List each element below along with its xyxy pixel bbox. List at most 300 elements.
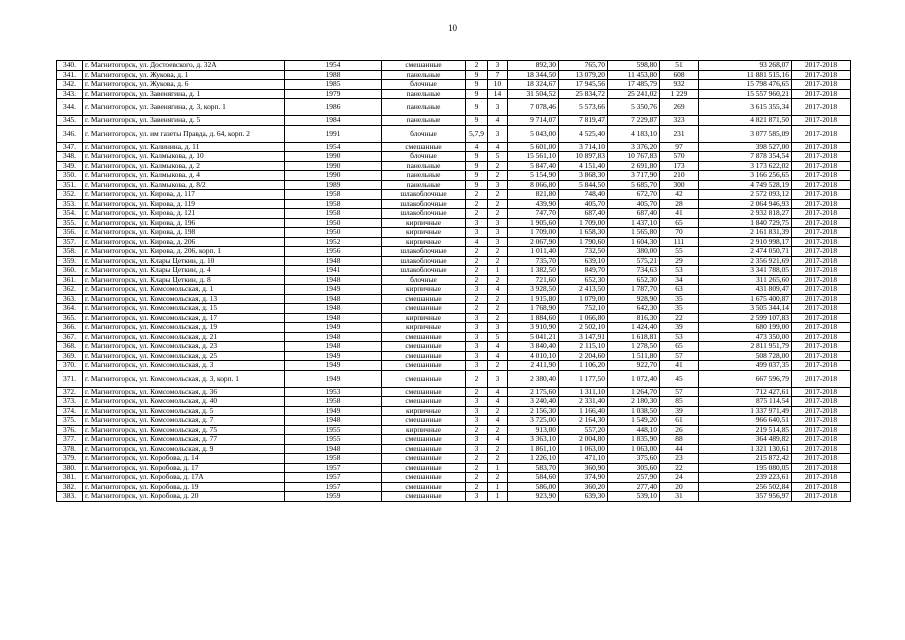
cell-wall-material: смешанные	[382, 361, 466, 371]
cell-entrances: 10	[488, 80, 508, 90]
cell-row-number: 348.	[57, 152, 83, 162]
cell-floors: 3	[466, 406, 488, 416]
cell-residents: 24	[660, 473, 699, 483]
table-row	[57, 247, 851, 257]
table-row	[57, 89, 851, 99]
cell-living-area: 752,10	[559, 304, 608, 314]
cell-build-year: 1954	[285, 142, 382, 152]
cell-row-number: 369.	[57, 351, 83, 361]
cell-entrances: 4	[488, 116, 508, 126]
cell-row-number: 380.	[57, 463, 83, 473]
cell-residential-area: 3 717,90	[608, 171, 660, 181]
table-row	[57, 199, 851, 209]
cell-wall-material: смешанные	[382, 435, 466, 445]
cell-repair-period: 2017-2018	[792, 237, 851, 247]
table-row	[57, 463, 851, 473]
table-row	[57, 425, 851, 435]
cell-floors: 2	[466, 247, 488, 257]
cell-total-area: 3 240,40	[508, 397, 559, 407]
cell-row-number: 344.	[57, 99, 83, 116]
cell-build-year: 1948	[285, 256, 382, 266]
cell-residential-area: 1 038,50	[608, 406, 660, 416]
cell-entrances: 4	[488, 142, 508, 152]
cell-build-year: 1949	[285, 361, 382, 371]
cell-total-area: 2 411,90	[508, 361, 559, 371]
cell-wall-material: смешанные	[382, 416, 466, 426]
cell-repair-cost: 7 878 354,54	[699, 152, 792, 162]
cell-repair-period: 2017-2018	[792, 180, 851, 190]
cell-build-year: 1949	[285, 406, 382, 416]
cell-living-area: 748,40	[559, 190, 608, 200]
cell-repair-cost: 712 427,61	[699, 387, 792, 397]
cell-repair-cost: 15 557 960,21	[699, 89, 792, 99]
cell-repair-cost: 3 341 788,05	[699, 266, 792, 276]
table-row	[57, 70, 851, 80]
cell-total-area: 1 011,40	[508, 247, 559, 257]
cell-residential-area: 1 835,90	[608, 435, 660, 445]
cell-repair-cost: 215 872,42	[699, 454, 792, 464]
cell-repair-cost: 219 514,85	[699, 425, 792, 435]
cell-total-area: 18 324,67	[508, 80, 559, 90]
cell-floors: 2	[466, 304, 488, 314]
cell-residential-area: 2 691,80	[608, 161, 660, 171]
cell-repair-period: 2017-2018	[792, 285, 851, 295]
cell-repair-cost: 473 350,00	[699, 332, 792, 342]
cell-living-area: 1 311,10	[559, 387, 608, 397]
cell-entrances: 5	[488, 332, 508, 342]
cell-entrances: 1	[488, 266, 508, 276]
table-row	[57, 142, 851, 152]
cell-wall-material: смешанные	[382, 492, 466, 502]
cell-residents: 53	[660, 332, 699, 342]
cell-wall-material: шлакоблочные	[382, 247, 466, 257]
cell-build-year: 1941	[285, 266, 382, 276]
cell-repair-cost: 3 505 344,14	[699, 304, 792, 314]
cell-row-number: 340.	[57, 61, 83, 71]
cell-living-area: 3 714,10	[559, 142, 608, 152]
cell-floors: 9	[466, 161, 488, 171]
cell-wall-material: смешанные	[382, 387, 466, 397]
cell-repair-period: 2017-2018	[792, 294, 851, 304]
cell-residential-area: 7 229,87	[608, 116, 660, 126]
cell-residents: 65	[660, 218, 699, 228]
cell-row-number: 358.	[57, 247, 83, 257]
cell-residential-area: 1 072,40	[608, 370, 660, 387]
cell-build-year: 1956	[285, 247, 382, 257]
cell-floors: 2	[466, 387, 488, 397]
cell-repair-cost: 4 821 871,50	[699, 116, 792, 126]
cell-living-area: 360,20	[559, 482, 608, 492]
cell-address: г. Магнитогорск, ул. Комсомольская, д. 9	[83, 444, 285, 454]
cell-living-area: 2 331,40	[559, 397, 608, 407]
cell-row-number: 379.	[57, 454, 83, 464]
cell-wall-material: блочные	[382, 152, 466, 162]
cell-living-area: 1 658,30	[559, 228, 608, 238]
cell-entrances: 3	[488, 99, 508, 116]
cell-row-number: 350.	[57, 171, 83, 181]
cell-residents: 65	[660, 342, 699, 352]
cell-repair-period: 2017-2018	[792, 228, 851, 238]
cell-floors: 2	[466, 370, 488, 387]
cell-residents: 39	[660, 406, 699, 416]
cell-row-number: 364.	[57, 304, 83, 314]
cell-build-year: 1957	[285, 482, 382, 492]
cell-repair-cost: 1 321 130,61	[699, 444, 792, 454]
cell-repair-period: 2017-2018	[792, 492, 851, 502]
table-body	[57, 61, 851, 502]
cell-repair-period: 2017-2018	[792, 61, 851, 71]
cell-residents: 41	[660, 209, 699, 219]
cell-row-number: 347.	[57, 142, 83, 152]
cell-entrances: 3	[488, 228, 508, 238]
cell-address: г. Магнитогорск, ул. Достоевского, д. 32А	[83, 61, 285, 71]
cell-address: г. Магнитогорск, ул. Комсомольская, д. 21	[83, 332, 285, 342]
cell-repair-cost: 364 489,82	[699, 435, 792, 445]
cell-residents: 210	[660, 171, 699, 181]
cell-entrances: 1	[488, 463, 508, 473]
cell-wall-material: кирпичные	[382, 285, 466, 295]
cell-repair-period: 2017-2018	[792, 425, 851, 435]
cell-entrances: 2	[488, 313, 508, 323]
cell-floors: 3	[466, 351, 488, 361]
table-row	[57, 332, 851, 342]
cell-total-area: 923,90	[508, 492, 559, 502]
cell-living-area: 25 834,72	[559, 89, 608, 99]
cell-row-number: 372.	[57, 387, 83, 397]
cell-wall-material: кирпичные	[382, 425, 466, 435]
cell-living-area: 10 897,83	[559, 152, 608, 162]
cell-floors: 2	[466, 199, 488, 209]
cell-wall-material: смешанные	[382, 397, 466, 407]
cell-repair-cost: 357 956,97	[699, 492, 792, 502]
cell-build-year: 1988	[285, 70, 382, 80]
cell-total-area: 721,60	[508, 275, 559, 285]
cell-build-year: 1985	[285, 80, 382, 90]
cell-floors: 9	[466, 152, 488, 162]
cell-repair-cost: 2 474 050,71	[699, 247, 792, 257]
cell-residential-area: 1 604,30	[608, 237, 660, 247]
cell-repair-cost: 1 840 729,75	[699, 218, 792, 228]
cell-row-number: 382.	[57, 482, 83, 492]
cell-repair-period: 2017-2018	[792, 370, 851, 387]
cell-address: г. Магнитогорск, ул. Кирова, д. 196	[83, 218, 285, 228]
cell-repair-period: 2017-2018	[792, 125, 851, 142]
cell-living-area: 3 147,91	[559, 332, 608, 342]
cell-repair-period: 2017-2018	[792, 171, 851, 181]
cell-floors: 2	[466, 454, 488, 464]
cell-floors: 2	[466, 473, 488, 483]
cell-residential-area: 3 376,20	[608, 142, 660, 152]
cell-total-area: 1 226,10	[508, 454, 559, 464]
table-row	[57, 294, 851, 304]
cell-total-area: 913,00	[508, 425, 559, 435]
table-row	[57, 190, 851, 200]
cell-build-year: 1958	[285, 397, 382, 407]
cell-address: г. Магнитогорск, ул. Жукова, д. 1	[83, 70, 285, 80]
cell-floors: 9	[466, 80, 488, 90]
cell-row-number: 345.	[57, 116, 83, 126]
cell-floors: 2	[466, 463, 488, 473]
cell-entrances: 2	[488, 473, 508, 483]
cell-residents: 26	[660, 425, 699, 435]
cell-row-number: 357.	[57, 237, 83, 247]
cell-address: г. Магнитогорск, ул. Комсомольская, д. 13	[83, 294, 285, 304]
cell-repair-cost: 431 809,47	[699, 285, 792, 295]
cell-living-area: 639,30	[559, 492, 608, 502]
cell-address: г. Магнитогорск, ул. Клары Цеткин, д. 4	[83, 266, 285, 276]
cell-repair-cost: 2 811 951,79	[699, 342, 792, 352]
cell-repair-period: 2017-2018	[792, 199, 851, 209]
cell-repair-period: 2017-2018	[792, 152, 851, 162]
cell-floors: 3	[466, 492, 488, 502]
cell-repair-period: 2017-2018	[792, 247, 851, 257]
cell-repair-period: 2017-2018	[792, 454, 851, 464]
cell-total-area: 5 043,00	[508, 125, 559, 142]
cell-row-number: 375.	[57, 416, 83, 426]
cell-residential-area: 380,00	[608, 247, 660, 257]
cell-repair-period: 2017-2018	[792, 416, 851, 426]
cell-floors: 3	[466, 218, 488, 228]
cell-entrances: 2	[488, 454, 508, 464]
cell-address: г. Магнитогорск, ул. Завенягина, д. 5	[83, 116, 285, 126]
table-row	[57, 313, 851, 323]
cell-repair-period: 2017-2018	[792, 323, 851, 333]
cell-total-area: 735,70	[508, 256, 559, 266]
table-row	[57, 125, 851, 142]
cell-residents: 932	[660, 80, 699, 90]
cell-total-area: 1 709,00	[508, 228, 559, 238]
cell-build-year: 1958	[285, 209, 382, 219]
cell-residential-area: 734,63	[608, 266, 660, 276]
cell-build-year: 1948	[285, 304, 382, 314]
cell-floors: 9	[466, 89, 488, 99]
table-row	[57, 275, 851, 285]
cell-residential-area: 375,60	[608, 454, 660, 464]
cell-wall-material: шлакоблочные	[382, 190, 466, 200]
cell-repair-period: 2017-2018	[792, 304, 851, 314]
cell-wall-material: кирпичные	[382, 323, 466, 333]
cell-entrances: 2	[488, 406, 508, 416]
cell-residential-area: 17 485,79	[608, 80, 660, 90]
cell-wall-material: смешанные	[382, 351, 466, 361]
cell-total-area: 2 175,60	[508, 387, 559, 397]
cell-build-year: 1953	[285, 387, 382, 397]
cell-wall-material: кирпичные	[382, 228, 466, 238]
cell-total-area: 1 915,80	[508, 294, 559, 304]
cell-wall-material: панельные	[382, 70, 466, 80]
table-row	[57, 171, 851, 181]
cell-floors: 3	[466, 342, 488, 352]
table-row	[57, 435, 851, 445]
cell-wall-material: блочные	[382, 275, 466, 285]
cell-address: г. Магнитогорск, ул. Калмыкова, д. 2	[83, 161, 285, 171]
cell-entrances: 1	[488, 482, 508, 492]
cell-living-area: 2 502,10	[559, 323, 608, 333]
cell-total-area: 5 601,00	[508, 142, 559, 152]
cell-address: г. Магнитогорск, ул. Комсомольская, д. 15	[83, 304, 285, 314]
cell-residents: 35	[660, 304, 699, 314]
cell-repair-period: 2017-2018	[792, 209, 851, 219]
cell-repair-period: 2017-2018	[792, 313, 851, 323]
cell-floors: 3	[466, 397, 488, 407]
cell-address: г. Магнитогорск, ул. им газеты Правда, д. 64, корп. 2	[83, 125, 285, 142]
cell-residents: 323	[660, 116, 699, 126]
table-row	[57, 387, 851, 397]
cell-total-area: 892,30	[508, 61, 559, 71]
cell-total-area: 3 840,40	[508, 342, 559, 352]
cell-address: г. Магнитогорск, ул. Коробова, д. 17	[83, 463, 285, 473]
cell-total-area: 5 847,40	[508, 161, 559, 171]
cell-entrances: 2	[488, 171, 508, 181]
cell-build-year: 1990	[285, 171, 382, 181]
cell-residents: 35	[660, 294, 699, 304]
cell-row-number: 356.	[57, 228, 83, 238]
cell-address: г. Магнитогорск, ул. Комсомольская, д. 3	[83, 361, 285, 371]
cell-residential-area: 1 549,20	[608, 416, 660, 426]
cell-entrances: 14	[488, 89, 508, 99]
cell-living-area: 1 177,50	[559, 370, 608, 387]
cell-repair-cost: 2 356 921,69	[699, 256, 792, 266]
cell-residents: 88	[660, 435, 699, 445]
cell-repair-cost: 195 080,05	[699, 463, 792, 473]
table-row	[57, 361, 851, 371]
cell-floors: 9	[466, 171, 488, 181]
table-row	[57, 406, 851, 416]
cell-total-area: 586,00	[508, 482, 559, 492]
cell-residents: 97	[660, 142, 699, 152]
cell-residential-area: 1 511,80	[608, 351, 660, 361]
cell-total-area: 8 066,80	[508, 180, 559, 190]
cell-build-year: 1957	[285, 473, 382, 483]
cell-living-area: 374,90	[559, 473, 608, 483]
cell-repair-cost: 2 572 093,12	[699, 190, 792, 200]
cell-address: г. Магнитогорск, ул. Завенягина, д. 3, корп. 1	[83, 99, 285, 116]
cell-repair-cost: 966 640,51	[699, 416, 792, 426]
cell-total-area: 3 363,10	[508, 435, 559, 445]
cell-entrances: 3	[488, 237, 508, 247]
cell-residents: 173	[660, 161, 699, 171]
cell-repair-period: 2017-2018	[792, 387, 851, 397]
cell-floors: 3	[466, 361, 488, 371]
cell-wall-material: смешанные	[382, 473, 466, 483]
cell-wall-material: смешанные	[382, 463, 466, 473]
table-row	[57, 285, 851, 295]
cell-residents: 57	[660, 351, 699, 361]
cell-repair-cost: 3 615 355,34	[699, 99, 792, 116]
cell-row-number: 373.	[57, 397, 83, 407]
cell-repair-cost: 667 596,79	[699, 370, 792, 387]
cell-residents: 231	[660, 125, 699, 142]
table-row	[57, 209, 851, 219]
cell-wall-material: смешанные	[382, 61, 466, 71]
cell-entrances: 2	[488, 294, 508, 304]
cell-residents: 44	[660, 444, 699, 454]
table-row	[57, 152, 851, 162]
cell-floors: 3	[466, 228, 488, 238]
cell-entrances: 2	[488, 199, 508, 209]
cell-address: г. Магнитогорск, ул. Кирова, д. 206, корп. 1	[83, 247, 285, 257]
cell-floors: 9	[466, 180, 488, 190]
cell-residential-area: 1 278,50	[608, 342, 660, 352]
cell-row-number: 366.	[57, 323, 83, 333]
cell-floors: 2	[466, 275, 488, 285]
cell-build-year: 1991	[285, 125, 382, 142]
cell-build-year: 1986	[285, 99, 382, 116]
cell-entrances: 5	[488, 152, 508, 162]
cell-floors: 2	[466, 482, 488, 492]
cell-repair-cost: 1 675 400,87	[699, 294, 792, 304]
table-row	[57, 218, 851, 228]
table-row	[57, 180, 851, 190]
cell-living-area: 7 819,47	[559, 116, 608, 126]
cell-total-area: 1 905,60	[508, 218, 559, 228]
table-row	[57, 492, 851, 502]
cell-wall-material: смешанные	[382, 454, 466, 464]
cell-floors: 3	[466, 313, 488, 323]
cell-residential-area: 816,30	[608, 313, 660, 323]
cell-residential-area: 25 241,02	[608, 89, 660, 99]
cell-repair-period: 2017-2018	[792, 351, 851, 361]
table-row	[57, 370, 851, 387]
cell-address: г. Магнитогорск, ул. Кирова, д. 117	[83, 190, 285, 200]
cell-build-year: 1990	[285, 152, 382, 162]
cell-entrances: 7	[488, 70, 508, 80]
cell-residents: 29	[660, 256, 699, 266]
cell-wall-material: панельные	[382, 180, 466, 190]
cell-row-number: 353.	[57, 199, 83, 209]
cell-residential-area: 922,70	[608, 361, 660, 371]
cell-residents: 55	[660, 247, 699, 257]
cell-build-year: 1989	[285, 180, 382, 190]
cell-total-area: 3 928,50	[508, 285, 559, 295]
cell-total-area: 1 884,60	[508, 313, 559, 323]
cell-residents: 111	[660, 237, 699, 247]
table-row	[57, 228, 851, 238]
cell-address: г. Магнитогорск, ул. Коробова, д. 17А	[83, 473, 285, 483]
cell-residents: 41	[660, 361, 699, 371]
cell-wall-material: панельные	[382, 161, 466, 171]
cell-repair-cost: 2 932 818,27	[699, 209, 792, 219]
cell-row-number: 381.	[57, 473, 83, 483]
cell-row-number: 346.	[57, 125, 83, 142]
cell-build-year: 1955	[285, 435, 382, 445]
cell-entrances: 2	[488, 256, 508, 266]
cell-entrances: 2	[488, 304, 508, 314]
cell-entrances: 3	[488, 370, 508, 387]
cell-entrances: 2	[488, 247, 508, 257]
cell-living-area: 687,40	[559, 209, 608, 219]
cell-floors: 3	[466, 285, 488, 295]
cell-residents: 570	[660, 152, 699, 162]
cell-repair-cost: 3 077 585,09	[699, 125, 792, 142]
cell-residential-area: 1 618,81	[608, 332, 660, 342]
cell-address: г. Магнитогорск, ул. Комсомольская, д. 40	[83, 397, 285, 407]
cell-living-area: 1 066,80	[559, 313, 608, 323]
cell-wall-material: шлакоблочные	[382, 266, 466, 276]
cell-floors: 9	[466, 99, 488, 116]
cell-wall-material: шлакоблочные	[382, 256, 466, 266]
cell-repair-period: 2017-2018	[792, 473, 851, 483]
cell-floors: 3	[466, 332, 488, 342]
cell-build-year: 1948	[285, 313, 382, 323]
cell-row-number: 383.	[57, 492, 83, 502]
cell-floors: 4	[466, 142, 488, 152]
cell-floors: 2	[466, 266, 488, 276]
cell-build-year: 1957	[285, 463, 382, 473]
cell-residential-area: 1 437,10	[608, 218, 660, 228]
cell-residential-area: 10 767,83	[608, 152, 660, 162]
cell-residential-area: 277,40	[608, 482, 660, 492]
